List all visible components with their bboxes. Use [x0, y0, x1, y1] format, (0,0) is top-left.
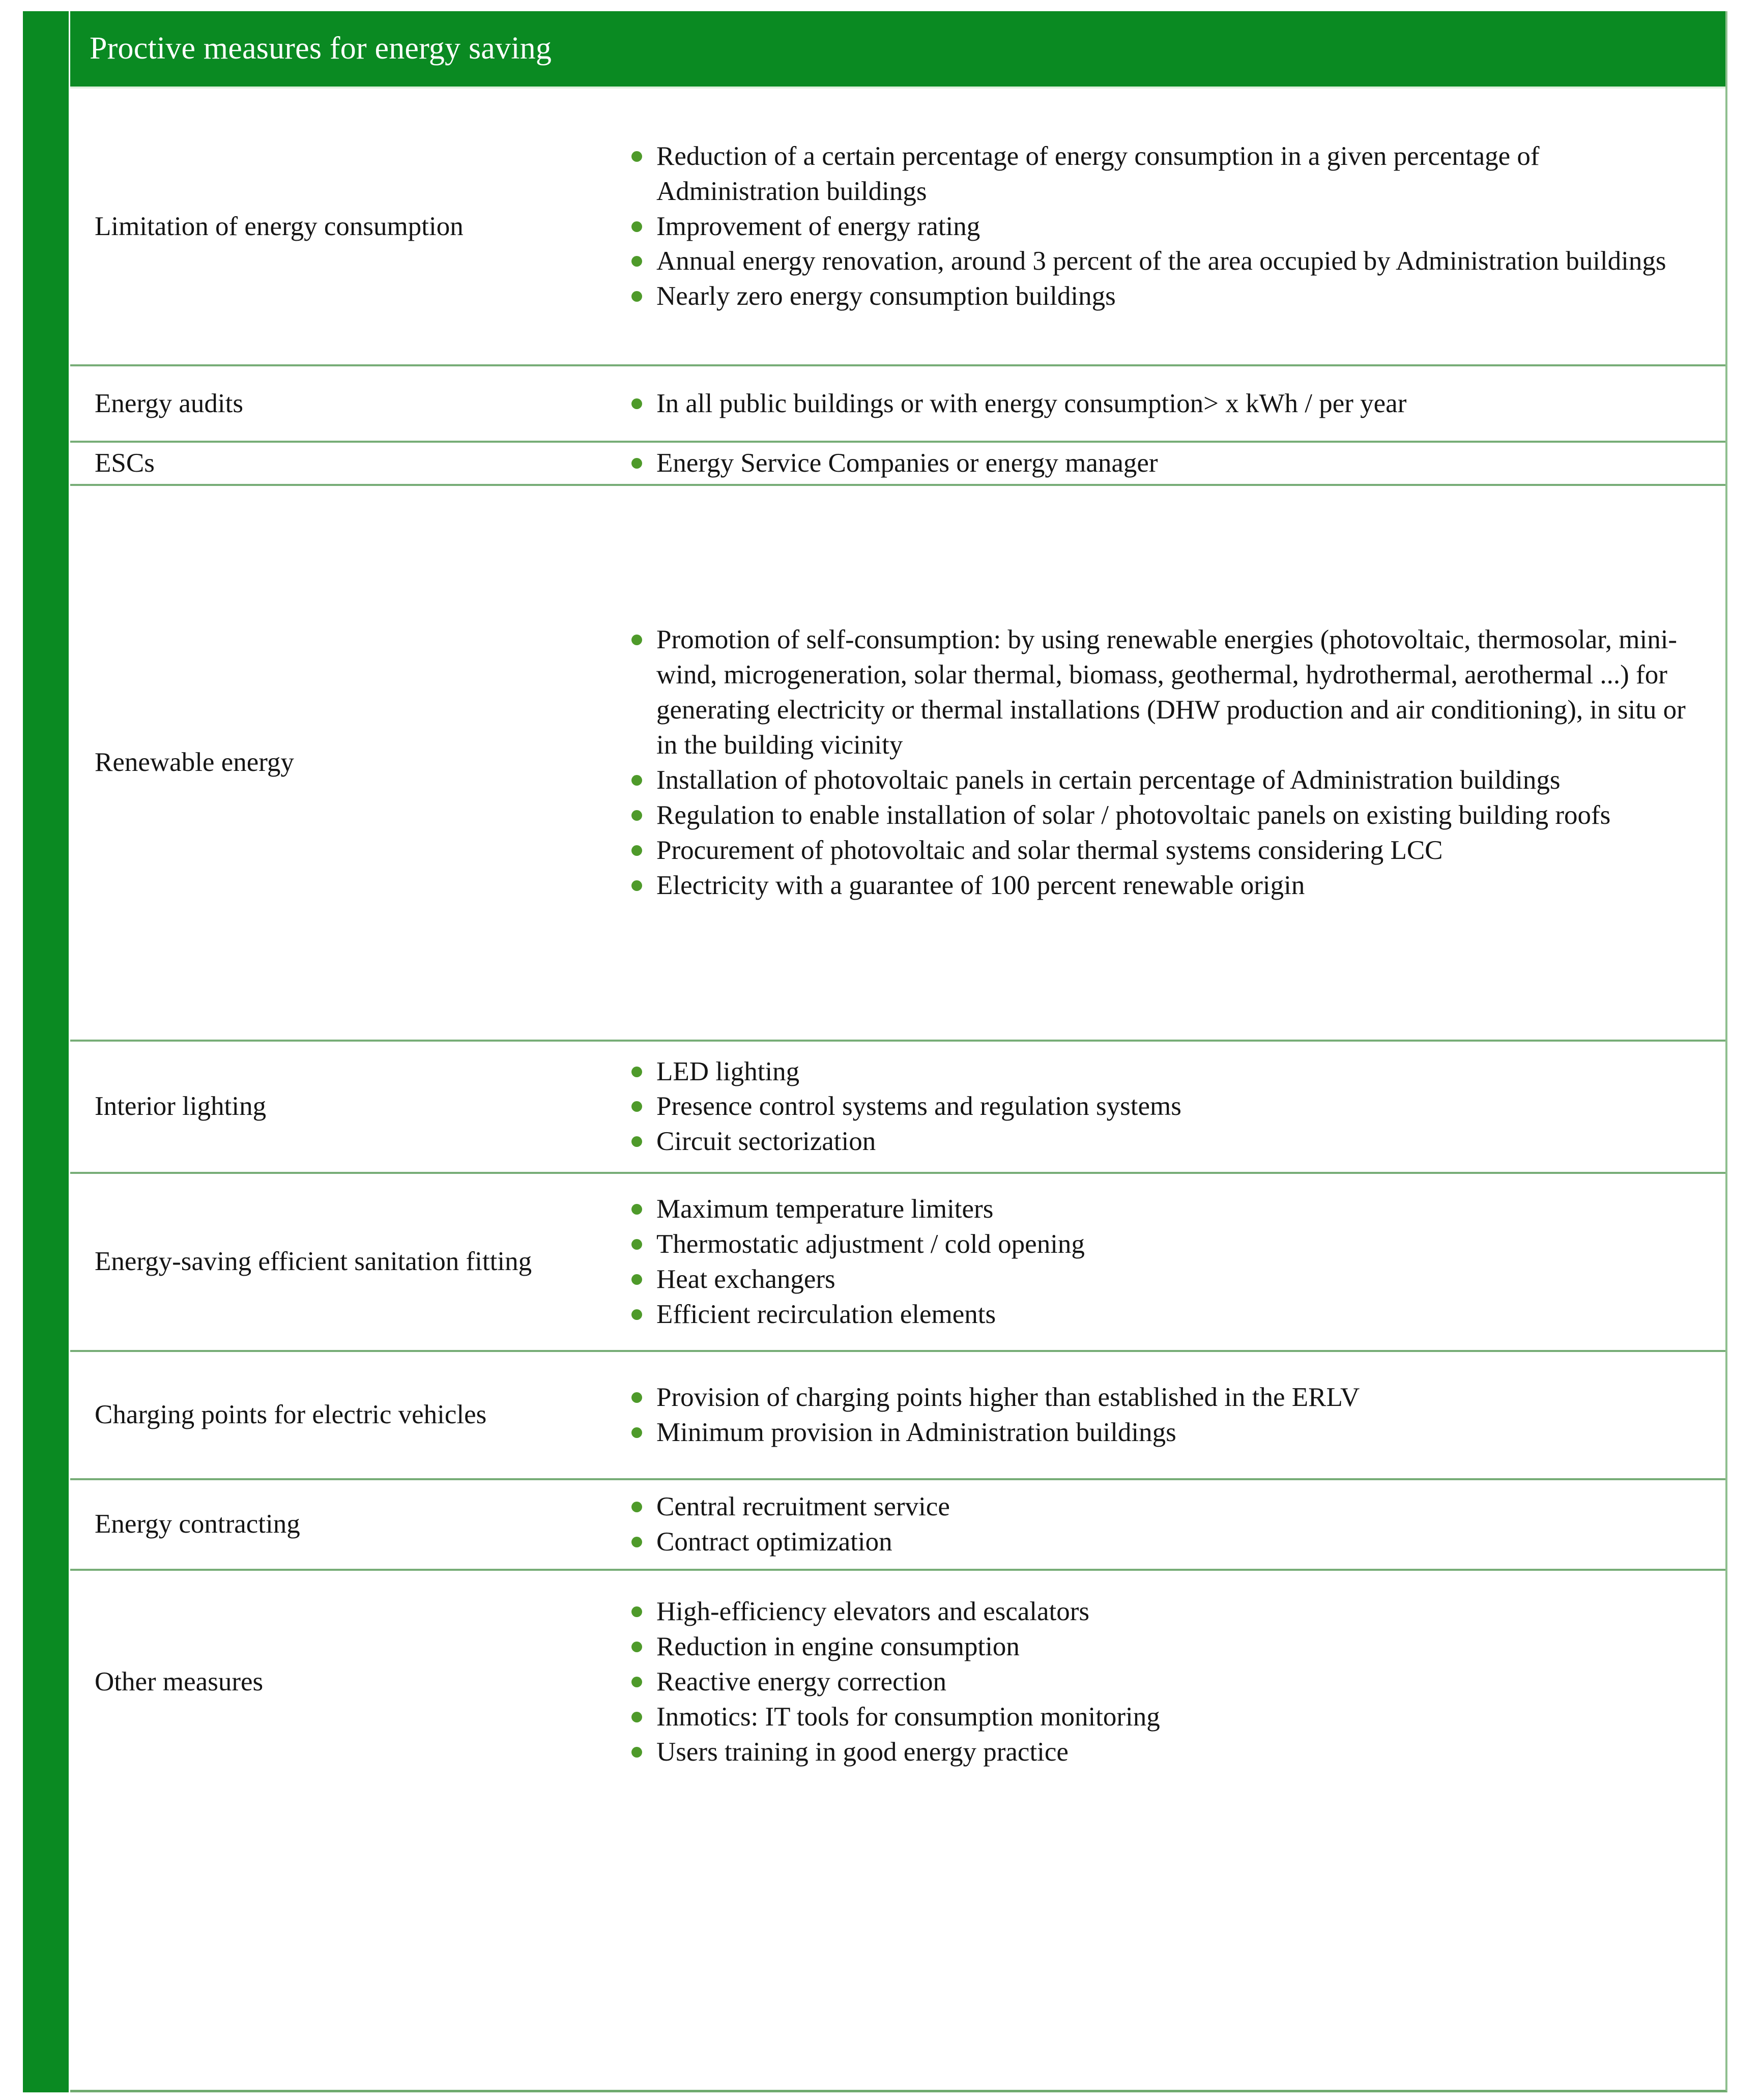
list-item-text: Heat exchangers [656, 1264, 835, 1294]
page-title: Proctive measures for energy saving [90, 31, 552, 66]
list-item [625, 1735, 1695, 1770]
row-category-label: Energy-saving efficient sanitation fitting [95, 1247, 532, 1277]
list-item-text: Annual energy renovation, around 3 percent of the area occupied by Administration buildings [656, 246, 1666, 276]
list-item [625, 1415, 1695, 1450]
list-item [625, 1594, 1695, 1629]
table-row [70, 1480, 1725, 1571]
list-item [625, 1297, 1695, 1332]
table-row [70, 1174, 1725, 1352]
bullet-icon [631, 1067, 642, 1077]
list-item [625, 1227, 1695, 1262]
list-item-text: Inmotics: IT tools for consumption monitoring [656, 1702, 1160, 1732]
list-item-text: Reduction in engine consumption [656, 1632, 1020, 1662]
list-item [625, 386, 1695, 421]
list-item [625, 763, 1695, 798]
list-item-text: Electricity with a guarantee of 100 percent renewable origin [656, 870, 1305, 900]
bullet-icon [631, 635, 642, 645]
list-item-text: Promotion of self-consumption: by using renewable energies (photovoltaic, thermosolar, mini-wind, microgeneration, solar thermal, biomass, geothermal, hydrothermal, aerothermal ...) for generating electricity or thermal installations (DHW production and air conditioning), in situ or in the building vicinity [656, 625, 1686, 760]
bullet-icon [631, 1712, 642, 1722]
list-item-text: Thermostatic adjustment / cold opening [656, 1229, 1085, 1259]
list-item [625, 1380, 1695, 1415]
list-item [625, 622, 1695, 763]
list-item-text: Maximum temperature limiters [656, 1194, 994, 1224]
bullet-icon [631, 1274, 642, 1285]
list-item [625, 798, 1695, 833]
list-item-text: Presence control systems and regulation systems [656, 1091, 1181, 1121]
bullet-icon [631, 398, 642, 409]
list-item-text: Provision of charging points higher than established in the ERLV [656, 1383, 1360, 1412]
list-item [625, 139, 1695, 209]
list-item-text: Central recruitment service [656, 1491, 950, 1521]
row-category-label: Renewable energy [95, 747, 294, 778]
row-measures-list [625, 89, 1725, 364]
bullet-icon [631, 1136, 642, 1147]
list-item-text: Regulation to enable installation of solar / photovoltaic panels on existing building roofs [656, 800, 1611, 830]
list-item [625, 1664, 1695, 1700]
row-category-label: Limitation of energy consumption [95, 211, 464, 241]
bullet-icon [631, 1392, 642, 1403]
table-row [70, 1042, 1725, 1174]
bullet-icon [631, 810, 642, 821]
table-row [70, 486, 1725, 1042]
row-measures-list [625, 486, 1725, 1040]
list-item [625, 1192, 1695, 1227]
bullet-icon [631, 775, 642, 786]
list-item [625, 446, 1695, 481]
row-category-label: Interior lighting [95, 1091, 267, 1121]
list-item-text: Reduction of a certain percentage of energy consumption in a given percentage of Administration buildings [656, 141, 1540, 206]
list-item [625, 1629, 1695, 1664]
list-item-text: Reactive energy correction [656, 1667, 946, 1697]
bullet-icon [631, 256, 642, 267]
row-measures-list [625, 443, 1725, 484]
list-item [625, 868, 1695, 903]
table-row [70, 1571, 1725, 1794]
list-item [625, 1524, 1695, 1560]
list-item [625, 244, 1695, 279]
list-item [625, 833, 1695, 868]
bullet-icon [631, 880, 642, 891]
list-item [625, 1124, 1695, 1159]
bullet-icon [631, 1427, 642, 1438]
bullet-icon [631, 291, 642, 302]
bullet-icon [631, 1677, 642, 1687]
list-item-text: High-efficiency elevators and escalators [656, 1597, 1090, 1627]
table-row [70, 366, 1725, 443]
list-item-text: Contract optimization [656, 1527, 892, 1557]
bullet-icon [631, 1309, 642, 1320]
row-category-label: Other measures [95, 1667, 264, 1697]
bullet-icon [631, 845, 642, 856]
list-item-text: In all public buildings or with energy consumption> x kWh / per year [656, 388, 1407, 418]
row-measures-list [625, 366, 1725, 441]
bullet-icon [631, 1642, 642, 1652]
row-measures-list [625, 1480, 1725, 1569]
list-item [625, 1054, 1695, 1089]
bullet-icon [631, 1747, 642, 1758]
row-category-label: Charging points for electric vehicles [95, 1400, 487, 1430]
list-item [625, 1262, 1695, 1297]
row-measures-list [625, 1042, 1725, 1172]
bullet-icon [631, 1502, 642, 1512]
table-row [70, 1352, 1725, 1480]
table-row [70, 443, 1725, 486]
list-item-text: Energy Service Companies or energy manager [656, 448, 1158, 478]
list-item-text: LED lighting [656, 1056, 800, 1086]
list-item-text: Users training in good energy practice [656, 1737, 1069, 1767]
list-item-text: Efficient recirculation elements [656, 1299, 996, 1329]
table-row [70, 89, 1725, 366]
row-measures-list [625, 1352, 1725, 1478]
bullet-icon [631, 221, 642, 232]
table-body [70, 11, 1727, 2092]
list-item [625, 1489, 1695, 1524]
list-item [625, 1700, 1695, 1735]
bullet-icon [631, 151, 642, 162]
list-item-text: Circuit sectorization [656, 1127, 876, 1157]
list-item-text: Procurement of photovoltaic and solar thermal systems considering LCC [656, 835, 1443, 865]
bullet-icon [631, 1101, 642, 1112]
table-rows-container [70, 89, 1725, 1794]
table-header [70, 11, 1725, 89]
bullet-icon [631, 1204, 642, 1215]
left-accent-bar [23, 11, 69, 2092]
row-measures-list [625, 1174, 1725, 1350]
list-item [625, 1089, 1695, 1124]
row-category-label: Energy contracting [95, 1509, 300, 1539]
list-item-text: Installation of photovoltaic panels in certain percentage of Administration buildings [656, 765, 1561, 795]
bullet-icon [631, 458, 642, 469]
bullet-icon [631, 1239, 642, 1250]
list-item-text: Nearly zero energy consumption buildings [656, 281, 1116, 311]
bullet-icon [631, 1606, 642, 1617]
row-category-label: ESCs [95, 448, 155, 478]
list-item-text: Improvement of energy rating [656, 211, 980, 241]
bullet-icon [631, 1537, 642, 1547]
row-measures-list [625, 1571, 1725, 1794]
row-category-label: Energy audits [95, 388, 243, 418]
list-item [625, 209, 1695, 244]
measures-table [23, 11, 1727, 2092]
list-item-text: Minimum provision in Administration buildings [656, 1417, 1176, 1447]
list-item [625, 279, 1695, 314]
